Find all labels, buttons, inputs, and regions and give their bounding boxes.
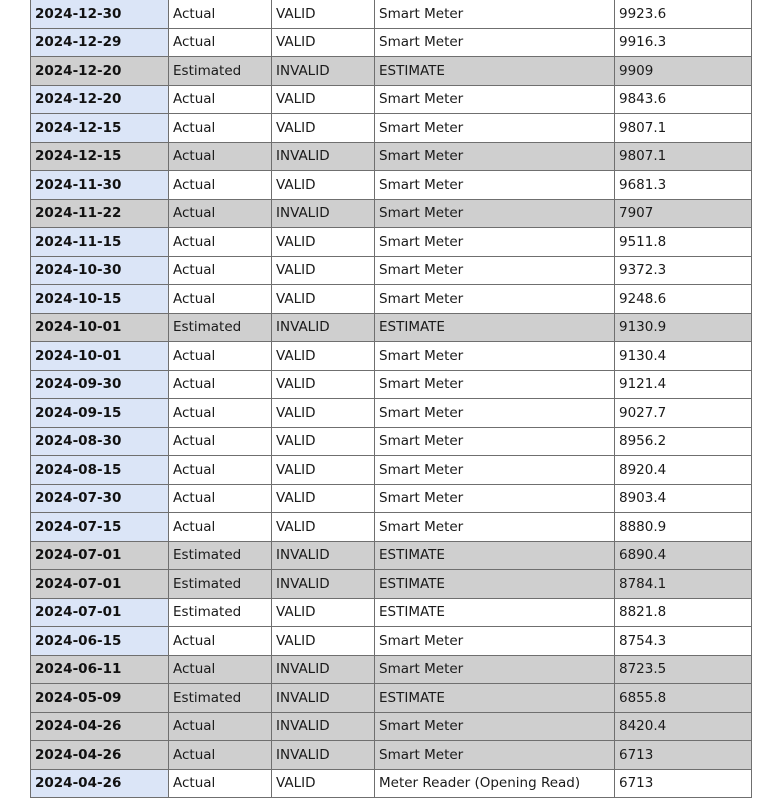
reading-date-cell: 2024-07-15 <box>31 513 169 542</box>
reading-source-cell: Meter Reader (Opening Read) <box>375 769 615 798</box>
meter-readings-table <box>30 0 752 798</box>
reading-date-cell: 2024-12-20 <box>31 85 169 114</box>
table-row <box>31 370 752 399</box>
reading-date-cell: 2024-06-15 <box>31 627 169 656</box>
reading-source-cell: ESTIMATE <box>375 684 615 713</box>
reading-value-cell: 6890.4 <box>615 541 752 570</box>
reading-value-cell: 7907 <box>615 199 752 228</box>
reading-value-cell: 9511.8 <box>615 228 752 257</box>
reading-status-cell: INVALID <box>272 199 375 228</box>
table-row <box>31 627 752 656</box>
reading-type-cell: Actual <box>169 513 272 542</box>
reading-value-cell: 8920.4 <box>615 456 752 485</box>
reading-status-cell: INVALID <box>272 741 375 770</box>
reading-source-cell: ESTIMATE <box>375 541 615 570</box>
reading-type-cell: Actual <box>169 484 272 513</box>
reading-date-cell: 2024-07-01 <box>31 570 169 599</box>
reading-value-cell: 8420.4 <box>615 712 752 741</box>
reading-status-cell: INVALID <box>272 684 375 713</box>
reading-status-cell: VALID <box>272 171 375 200</box>
reading-date-cell: 2024-12-15 <box>31 142 169 171</box>
reading-status-cell: VALID <box>272 114 375 143</box>
reading-type-cell: Actual <box>169 627 272 656</box>
reading-value-cell: 8821.8 <box>615 598 752 627</box>
reading-source-cell: Smart Meter <box>375 228 615 257</box>
table-row <box>31 741 752 770</box>
table-row <box>31 427 752 456</box>
reading-status-cell: INVALID <box>272 655 375 684</box>
reading-status-cell: VALID <box>272 285 375 314</box>
reading-source-cell: Smart Meter <box>375 741 615 770</box>
reading-date-cell: 2024-05-09 <box>31 684 169 713</box>
reading-date-cell: 2024-07-30 <box>31 484 169 513</box>
reading-value-cell: 8784.1 <box>615 570 752 599</box>
reading-date-cell: 2024-12-30 <box>31 0 169 28</box>
reading-date-cell: 2024-12-15 <box>31 114 169 143</box>
reading-date-cell: 2024-12-29 <box>31 28 169 57</box>
table-row <box>31 655 752 684</box>
reading-type-cell: Actual <box>169 370 272 399</box>
reading-value-cell: 8723.5 <box>615 655 752 684</box>
reading-value-cell: 9923.6 <box>615 0 752 28</box>
reading-value-cell: 6855.8 <box>615 684 752 713</box>
reading-date-cell: 2024-12-20 <box>31 57 169 86</box>
reading-value-cell: 9807.1 <box>615 114 752 143</box>
reading-date-cell: 2024-04-26 <box>31 741 169 770</box>
reading-value-cell: 6713 <box>615 741 752 770</box>
reading-date-cell: 2024-09-15 <box>31 399 169 428</box>
reading-date-cell: 2024-10-15 <box>31 285 169 314</box>
reading-source-cell: Smart Meter <box>375 0 615 28</box>
reading-type-cell: Actual <box>169 142 272 171</box>
reading-type-cell: Estimated <box>169 570 272 599</box>
reading-date-cell: 2024-11-15 <box>31 228 169 257</box>
reading-source-cell: Smart Meter <box>375 199 615 228</box>
reading-status-cell: VALID <box>272 399 375 428</box>
reading-source-cell: Smart Meter <box>375 370 615 399</box>
reading-value-cell: 6713 <box>615 769 752 798</box>
table-row <box>31 541 752 570</box>
table-row <box>31 484 752 513</box>
reading-source-cell: Smart Meter <box>375 256 615 285</box>
reading-date-cell: 2024-11-30 <box>31 171 169 200</box>
table-row <box>31 570 752 599</box>
reading-status-cell: VALID <box>272 627 375 656</box>
reading-type-cell: Actual <box>169 427 272 456</box>
reading-status-cell: VALID <box>272 256 375 285</box>
table-row <box>31 85 752 114</box>
reading-status-cell: VALID <box>272 598 375 627</box>
reading-value-cell: 9372.3 <box>615 256 752 285</box>
reading-type-cell: Estimated <box>169 598 272 627</box>
reading-source-cell: Smart Meter <box>375 655 615 684</box>
reading-type-cell: Actual <box>169 712 272 741</box>
reading-date-cell: 2024-08-30 <box>31 427 169 456</box>
meter-readings-body <box>31 0 752 798</box>
reading-date-cell: 2024-04-26 <box>31 712 169 741</box>
reading-type-cell: Actual <box>169 456 272 485</box>
table-row <box>31 712 752 741</box>
reading-type-cell: Actual <box>169 0 272 28</box>
reading-status-cell: VALID <box>272 28 375 57</box>
reading-value-cell: 9916.3 <box>615 28 752 57</box>
table-row <box>31 598 752 627</box>
reading-value-cell: 9843.6 <box>615 85 752 114</box>
reading-source-cell: Smart Meter <box>375 28 615 57</box>
reading-date-cell: 2024-11-22 <box>31 199 169 228</box>
reading-status-cell: VALID <box>272 427 375 456</box>
reading-source-cell: Smart Meter <box>375 142 615 171</box>
reading-status-cell: VALID <box>272 85 375 114</box>
reading-value-cell: 9130.4 <box>615 342 752 371</box>
reading-type-cell: Actual <box>169 171 272 200</box>
reading-type-cell: Actual <box>169 655 272 684</box>
reading-value-cell: 9248.6 <box>615 285 752 314</box>
table-row <box>31 228 752 257</box>
reading-value-cell: 9807.1 <box>615 142 752 171</box>
reading-source-cell: Smart Meter <box>375 427 615 456</box>
reading-status-cell: INVALID <box>272 313 375 342</box>
table-row <box>31 142 752 171</box>
reading-source-cell: Smart Meter <box>375 85 615 114</box>
reading-type-cell: Actual <box>169 85 272 114</box>
reading-status-cell: VALID <box>272 513 375 542</box>
reading-source-cell: Smart Meter <box>375 484 615 513</box>
table-row <box>31 313 752 342</box>
reading-date-cell: 2024-10-01 <box>31 313 169 342</box>
reading-value-cell: 9121.4 <box>615 370 752 399</box>
reading-status-cell: VALID <box>272 370 375 399</box>
reading-source-cell: Smart Meter <box>375 513 615 542</box>
reading-date-cell: 2024-08-15 <box>31 456 169 485</box>
reading-type-cell: Actual <box>169 741 272 770</box>
reading-status-cell: VALID <box>272 0 375 28</box>
reading-value-cell: 8903.4 <box>615 484 752 513</box>
table-row <box>31 342 752 371</box>
reading-status-cell: VALID <box>272 456 375 485</box>
reading-source-cell: ESTIMATE <box>375 57 615 86</box>
reading-date-cell: 2024-06-11 <box>31 655 169 684</box>
reading-status-cell: VALID <box>272 769 375 798</box>
reading-source-cell: Smart Meter <box>375 114 615 143</box>
table-row <box>31 57 752 86</box>
reading-type-cell: Estimated <box>169 57 272 86</box>
table-row <box>31 285 752 314</box>
reading-type-cell: Estimated <box>169 313 272 342</box>
table-row <box>31 399 752 428</box>
table-row <box>31 171 752 200</box>
reading-status-cell: INVALID <box>272 142 375 171</box>
reading-value-cell: 9130.9 <box>615 313 752 342</box>
table-row <box>31 256 752 285</box>
table-row <box>31 199 752 228</box>
reading-date-cell: 2024-10-30 <box>31 256 169 285</box>
reading-date-cell: 2024-07-01 <box>31 541 169 570</box>
reading-status-cell: VALID <box>272 228 375 257</box>
reading-type-cell: Actual <box>169 342 272 371</box>
reading-status-cell: INVALID <box>272 57 375 86</box>
reading-date-cell: 2024-09-30 <box>31 370 169 399</box>
reading-status-cell: INVALID <box>272 712 375 741</box>
reading-type-cell: Actual <box>169 114 272 143</box>
reading-value-cell: 8880.9 <box>615 513 752 542</box>
table-row <box>31 114 752 143</box>
table-row <box>31 0 752 28</box>
reading-status-cell: INVALID <box>272 570 375 599</box>
reading-type-cell: Actual <box>169 256 272 285</box>
reading-value-cell: 8754.3 <box>615 627 752 656</box>
reading-type-cell: Actual <box>169 199 272 228</box>
table-row <box>31 684 752 713</box>
reading-source-cell: Smart Meter <box>375 627 615 656</box>
table-row <box>31 28 752 57</box>
reading-status-cell: VALID <box>272 484 375 513</box>
reading-type-cell: Actual <box>169 228 272 257</box>
reading-value-cell: 9027.7 <box>615 399 752 428</box>
table-row <box>31 513 752 542</box>
reading-source-cell: Smart Meter <box>375 342 615 371</box>
reading-type-cell: Actual <box>169 399 272 428</box>
reading-type-cell: Estimated <box>169 541 272 570</box>
reading-type-cell: Actual <box>169 285 272 314</box>
reading-value-cell: 9909 <box>615 57 752 86</box>
reading-type-cell: Actual <box>169 28 272 57</box>
reading-date-cell: 2024-04-26 <box>31 769 169 798</box>
table-row <box>31 456 752 485</box>
reading-type-cell: Actual <box>169 769 272 798</box>
reading-status-cell: INVALID <box>272 541 375 570</box>
reading-value-cell: 8956.2 <box>615 427 752 456</box>
reading-source-cell: Smart Meter <box>375 285 615 314</box>
reading-date-cell: 2024-07-01 <box>31 598 169 627</box>
table-row <box>31 769 752 798</box>
reading-source-cell: Smart Meter <box>375 399 615 428</box>
reading-date-cell: 2024-10-01 <box>31 342 169 371</box>
reading-value-cell: 9681.3 <box>615 171 752 200</box>
reading-status-cell: VALID <box>272 342 375 371</box>
reading-source-cell: ESTIMATE <box>375 313 615 342</box>
reading-type-cell: Estimated <box>169 684 272 713</box>
reading-source-cell: ESTIMATE <box>375 570 615 599</box>
reading-source-cell: Smart Meter <box>375 171 615 200</box>
reading-source-cell: ESTIMATE <box>375 598 615 627</box>
reading-source-cell: Smart Meter <box>375 712 615 741</box>
reading-source-cell: Smart Meter <box>375 456 615 485</box>
